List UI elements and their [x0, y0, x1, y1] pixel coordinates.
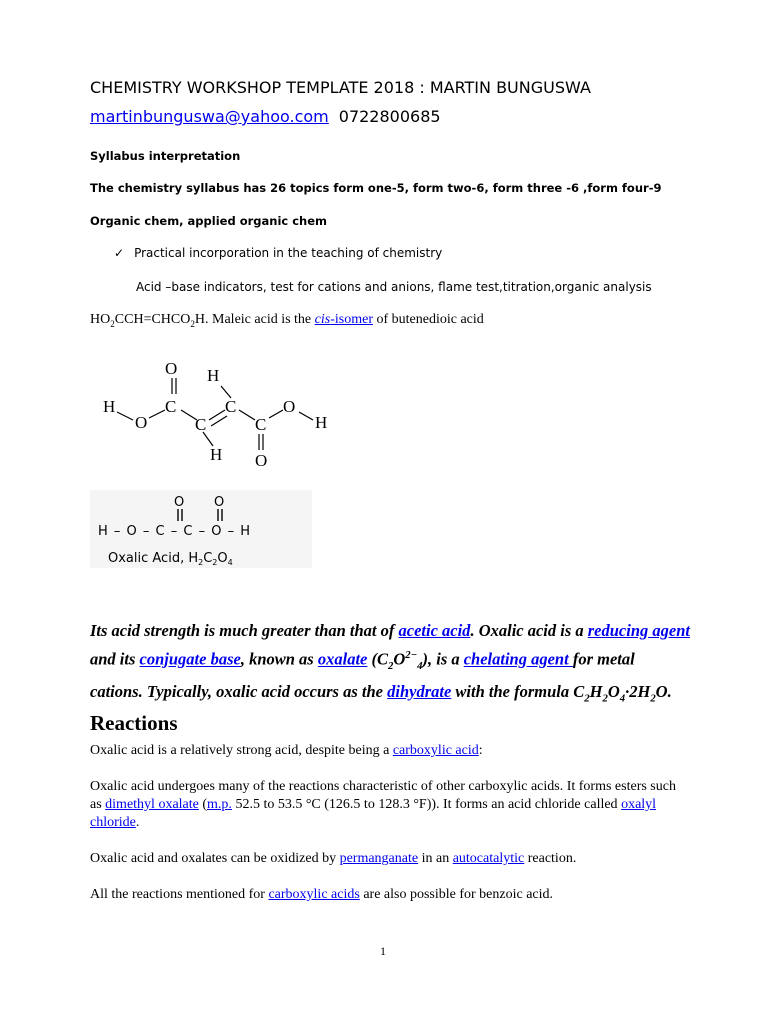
para-text: Oxalic acid undergoes many of the reactions characteristic of other carboxylic acids. It forms esters such as — [90, 779, 676, 812]
atom-o: O — [214, 495, 225, 510]
para-text: are also possible for benzoic acid. — [359, 887, 554, 902]
formula-text: CCH=CHCO — [114, 312, 191, 327]
para-text: . Oxalic acid is a — [470, 621, 588, 640]
oxalate-link[interactable]: oxalate — [317, 649, 368, 669]
para-text: Oxalic acid is a relatively strong acid, despite being a — [90, 743, 393, 758]
paragraph-reactions — [90, 778, 690, 832]
atom-o: O — [165, 359, 178, 378]
checkmark-icon: ✓ — [114, 246, 125, 260]
para-text: O — [607, 681, 620, 701]
atom-h: H — [103, 397, 116, 416]
paragraph-benzoic — [90, 886, 690, 904]
para-text: : — [478, 743, 483, 758]
sub-item: Acid –base indicators, test for cations and anions, flame test,titration,organic analysis — [136, 280, 652, 294]
acetic-acid-link[interactable]: acetic acid — [398, 621, 471, 640]
oxalyl-chloride-link[interactable]: oxalyl chloride — [90, 797, 657, 830]
maleic-formula-line — [90, 312, 484, 329]
formula-sub: 2 — [110, 318, 115, 329]
para-text: ), is a — [422, 649, 464, 669]
paragraph-oxidation — [90, 850, 690, 868]
para-text: in an — [418, 851, 453, 866]
formula-sub: 4 — [619, 692, 626, 705]
contact-line — [90, 107, 441, 126]
para-text: for metal cations. Typically, oxalic acid occurs as the — [90, 649, 635, 701]
oxalic-acid-structure — [90, 490, 312, 568]
para-text: , known as — [240, 649, 318, 669]
syllabus-organic: Organic chem, applied organic chem — [90, 214, 327, 228]
para-text: O. — [655, 681, 672, 701]
para-text: reaction. — [524, 851, 577, 866]
para-text: H — [589, 681, 603, 701]
para-text: ( — [198, 797, 208, 812]
para-text: and its — [90, 649, 140, 669]
email-link[interactable]: martinbunguswa@yahoo.com — [90, 107, 329, 126]
atom-c: C — [225, 397, 237, 416]
formula-sub: 2 — [387, 659, 394, 672]
chelating-agent-link[interactable]: chelating agent — [463, 649, 573, 669]
para-text: O — [393, 649, 406, 669]
syllabus-heading: Syllabus interpretation — [90, 149, 241, 163]
para-text: (C — [367, 649, 388, 669]
conjugate-base-link[interactable]: conjugate base — [139, 649, 241, 669]
atom-h: H — [315, 413, 328, 432]
oxalic-caption: Oxalic Acid, $H_2C_2O_4$ — [108, 551, 233, 567]
formula-sub: 2 — [650, 692, 656, 705]
autocatalytic-link[interactable]: autocatalytic — [452, 851, 525, 866]
formula-sub: 2 — [190, 318, 195, 329]
maleic-acid-structure — [95, 350, 335, 470]
cis-link[interactable]: cis — [314, 312, 331, 327]
dihydrate-link[interactable]: dihydrate — [387, 681, 452, 701]
para-text: All the reactions mentioned for — [90, 887, 269, 902]
phone-number: 0722800685 — [338, 107, 441, 126]
reducing-agent-link[interactable]: reducing agent — [587, 621, 690, 640]
atom-h: H — [207, 366, 220, 385]
syllabus-topics: The chemistry syllabus has 26 topics form one-5, form two-6, form three -6 ,form four-9 — [90, 181, 662, 195]
atom-c: C — [165, 397, 177, 416]
para-text: 52.5 to 53.5 °C (126.5 to 128.3 °F)). It forms an acid chloride called — [231, 797, 622, 812]
para-text: . — [135, 815, 140, 830]
check-item-label: Practical incorporation in the teaching of chemistry — [134, 246, 443, 260]
acid-strength-paragraph — [90, 618, 690, 737]
permanganate-link[interactable]: permanganate — [339, 851, 419, 866]
dimethyl-oxalate-link[interactable]: dimethyl oxalate — [105, 797, 199, 812]
atom-o: O — [255, 451, 268, 470]
formula-sub: 2 — [584, 692, 590, 705]
para-text: ·2H — [625, 681, 651, 701]
formula-text: HO — [90, 312, 111, 327]
reactions-heading: Reactions — [90, 711, 178, 736]
atom-o: O — [135, 413, 148, 432]
paragraph-strong-acid — [90, 742, 690, 760]
formula-sub: 2 — [602, 692, 608, 705]
atom-o: O — [283, 397, 296, 416]
atom-c: C — [255, 415, 267, 434]
atom-h: H — [210, 445, 223, 464]
atom-o: O — [174, 495, 185, 510]
formula-text: H. Maleic acid is the — [194, 312, 315, 327]
para-text: Its acid strength is much greater than that of — [90, 621, 399, 640]
carboxylic-acids-link[interactable]: carboxylic acids — [268, 887, 360, 902]
oxalic-chain: H – O – C – C – O – H — [98, 524, 251, 539]
formula-sup: 2− — [405, 649, 418, 661]
atom-c: C — [195, 415, 207, 434]
para-text: with the formula C — [451, 681, 585, 701]
page-number: 1 — [380, 944, 386, 958]
check-list-item — [114, 246, 442, 260]
document-title: CHEMISTRY WORKSHOP TEMPLATE 2018 : MARTIN BUNGUSWA — [90, 78, 591, 97]
carboxylic-acid-link[interactable]: carboxylic acid — [392, 743, 479, 758]
melting-point-link[interactable]: m.p. — [207, 797, 232, 812]
formula-sub: 4 — [417, 659, 423, 672]
formula-text: of butenedioic acid — [372, 312, 484, 327]
isomer-link[interactable]: -isomer — [330, 312, 373, 327]
para-text: Oxalic acid and oxalates can be oxidized by — [90, 851, 340, 866]
